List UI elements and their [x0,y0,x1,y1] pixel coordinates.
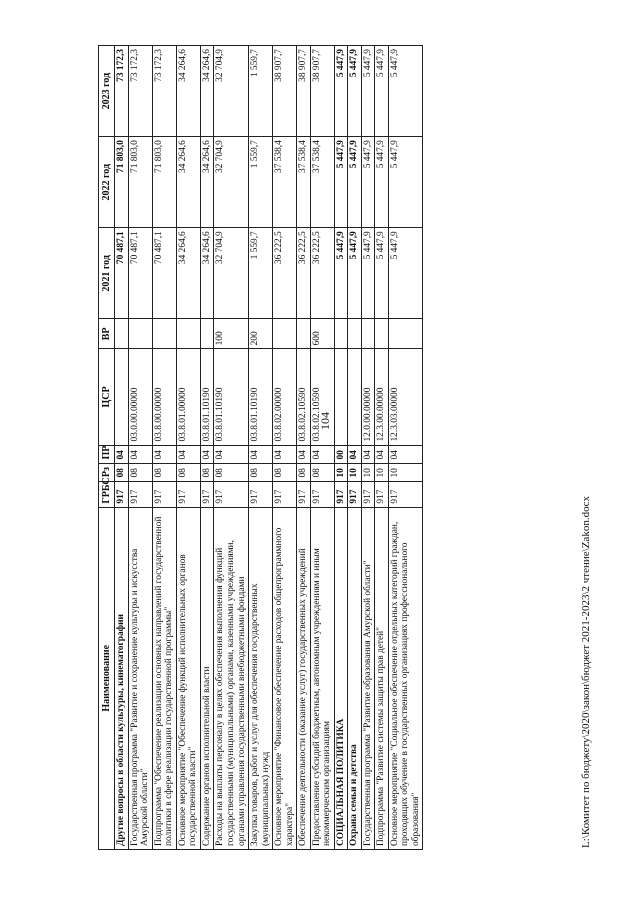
cell-2022: 5 447,9 [348,137,362,228]
cell-rz: 10 [375,463,389,481]
cell-2022: 37 538,4 [310,137,334,228]
cell-vr [128,319,152,349]
cell-name: Государственная программа "Развитие и сохранение культуры и искусства Амурской области" [128,507,152,849]
cell-2021: 36 222,5 [297,228,311,319]
cell-grbs: 917 [128,481,152,507]
cell-rz: 10 [348,463,362,481]
table-header-row [99,46,115,850]
cell-pr: 04 [249,445,273,463]
cell-pr: 04 [176,445,200,463]
budget-table [98,45,423,850]
cell-pr: 04 [388,445,423,463]
cell-pr: 04 [273,445,297,463]
cell-rz: 10 [388,463,423,481]
cell-csr [334,349,348,445]
table-row [128,46,152,850]
cell-pr: 04 [152,445,176,463]
cell-rz: 08 [249,463,273,481]
cell-csr: 03.8.00.00000 [152,349,176,445]
cell-name: Государственная программа "Развитие образования Амурской области" [361,507,375,849]
cell-grbs: 917 [348,481,362,507]
cell-grbs: 917 [152,481,176,507]
header-pr: ПР [99,445,115,463]
cell-name: Основное мероприятие "Финансовое обеспечение расходов общепрограммного характера" [273,507,297,849]
table-row [152,46,176,850]
table-row [388,46,423,850]
table-row [214,46,249,850]
table-row [375,46,389,850]
cell-name: Другие вопросы в области культуры, кинематографии [115,507,129,849]
cell-2021: 36 222,5 [273,228,297,319]
cell-name: Закупка товаров, работ и услуг для обеспечения государственных (муниципальных) нужд [249,507,273,849]
cell-grbs: 917 [214,481,249,507]
cell-name: СОЦИАЛЬНАЯ ПОЛИТИКА [334,507,348,849]
cell-grbs: 917 [297,481,311,507]
table-row [361,46,375,850]
cell-2023: 32 704,9 [214,46,249,137]
cell-pr: 04 [214,445,249,463]
cell-2022: 32 704,9 [214,137,249,228]
cell-pr: 04 [361,445,375,463]
cell-2022: 71 803,0 [115,137,129,228]
cell-2021: 36 222,5 [310,228,334,319]
cell-csr: 03.8.01.10190 [214,349,249,445]
cell-vr [388,319,423,349]
cell-vr: 600 [310,319,334,349]
cell-2023: 38 907,7 [310,46,334,137]
cell-pr: 00 [334,445,348,463]
cell-2022: 5 447,9 [388,137,423,228]
cell-2023: 73 172,3 [128,46,152,137]
cell-2023: 34 264,6 [200,46,214,137]
cell-2022: 34 264,6 [176,137,200,228]
cell-grbs: 917 [249,481,273,507]
cell-csr: 03.8.02.10590 [310,349,334,445]
cell-grbs: 917 [310,481,334,507]
cell-grbs: 917 [200,481,214,507]
cell-pr: 04 [297,445,311,463]
cell-csr: 12.3.03.00000 [388,349,423,445]
table-row [310,46,334,850]
cell-rz: 10 [361,463,375,481]
cell-name: Обеспечение деятельности (оказание услуг) государственных учреждений [297,507,311,849]
cell-pr: 04 [200,445,214,463]
table-row [334,46,348,850]
cell-vr [334,319,348,349]
cell-pr: 04 [310,445,334,463]
cell-2021: 5 447,9 [388,228,423,319]
cell-grbs: 917 [334,481,348,507]
table-row [297,46,311,850]
cell-2023: 5 447,9 [375,46,389,137]
cell-2023: 73 172,3 [115,46,129,137]
cell-grbs: 917 [361,481,375,507]
cell-csr: 12.0.00.00000 [361,349,375,445]
cell-csr: 03.0.00.00000 [128,349,152,445]
cell-2022: 71 803,0 [128,137,152,228]
cell-2022: 5 447,9 [375,137,389,228]
header-2022: 2022 год [99,137,115,228]
cell-rz: 08 [214,463,249,481]
footer-file-path: L:\Комитет по бюджету\2020\закон\бюджет 2021-2023\2 чтение\Zakon.docx [580,496,592,848]
cell-grbs: 917 [273,481,297,507]
cell-rz: 08 [310,463,334,481]
cell-2023: 5 447,9 [361,46,375,137]
cell-vr [297,319,311,349]
cell-2022: 34 264,6 [200,137,214,228]
cell-2022: 71 803,0 [152,137,176,228]
header-rz: Рз [99,463,115,481]
cell-name: Охрана семьи и детства [348,507,362,849]
cell-csr [348,349,362,445]
cell-2022: 1 559,7 [249,137,273,228]
cell-csr [115,349,129,445]
cell-2023: 34 264,6 [176,46,200,137]
cell-rz: 08 [200,463,214,481]
table-row [115,46,129,850]
cell-grbs: 917 [388,481,423,507]
cell-rz: 10 [334,463,348,481]
cell-2021: 5 447,9 [334,228,348,319]
cell-2021: 70 487,1 [128,228,152,319]
cell-name: Основное мероприятие "Социальное обеспечение отдельных категорий граждан, проходящих обучение в государственных организациях профессионального образования" [388,507,423,849]
cell-vr: 200 [249,319,273,349]
cell-pr: 04 [348,445,362,463]
cell-2021: 1 559,7 [249,228,273,319]
cell-vr [375,319,389,349]
cell-csr: 03.8.01.00000 [176,349,200,445]
cell-2022: 37 538,4 [297,137,311,228]
cell-name: Подпрограмма "Обеспечение реализации основных направлений государственной политики в сфере реализации государственной программы" [152,507,176,849]
cell-2022: 5 447,9 [361,137,375,228]
cell-rz: 08 [128,463,152,481]
rotated-page-content [98,45,520,850]
cell-vr [115,319,129,349]
cell-vr: 100 [214,319,249,349]
cell-csr: 03.8.02.00000 [273,349,297,445]
cell-2021: 70 487,1 [152,228,176,319]
cell-csr: 03.8.01.10190 [200,349,214,445]
cell-csr: 12.3.00.00000 [375,349,389,445]
cell-vr [200,319,214,349]
header-2021: 2021 год [99,228,115,319]
cell-pr: 04 [115,445,129,463]
cell-vr [361,319,375,349]
cell-2023: 38 907,7 [297,46,311,137]
page-number: 104 [318,412,332,430]
cell-rz: 08 [176,463,200,481]
cell-2021: 5 447,9 [375,228,389,319]
header-2023: 2023 год [99,46,115,137]
table-row [249,46,273,850]
cell-2021: 5 447,9 [348,228,362,319]
cell-grbs: 917 [176,481,200,507]
header-grbs: ГРБС [99,481,115,507]
cell-2023: 38 907,7 [273,46,297,137]
header-name: Наименование [99,507,115,849]
cell-rz: 08 [115,463,129,481]
header-vr: ВР [99,319,115,349]
cell-vr [273,319,297,349]
cell-vr [152,319,176,349]
cell-name: Основное мероприятие "Обеспечение функций исполнительных органов государственной власти" [176,507,200,849]
cell-name: Предоставление субсидий бюджетным, автономным учреждениям и иным некоммерческим организациям [310,507,334,849]
table-body [115,46,423,850]
table-row [348,46,362,850]
cell-grbs: 917 [115,481,129,507]
cell-pr: 04 [128,445,152,463]
cell-pr: 04 [375,445,389,463]
cell-vr [176,319,200,349]
cell-2022: 5 447,9 [334,137,348,228]
cell-csr: 03.8.02.10590 [297,349,311,445]
cell-2023: 5 447,9 [348,46,362,137]
cell-name: Расходы на выплаты персоналу в целях обеспечения выполнения функций государственными (муниципальными) органами, казенными учреждениями, органами управления государственными внебюджетными фондами [214,507,249,849]
cell-rz: 08 [273,463,297,481]
cell-rz: 08 [152,463,176,481]
cell-2023: 5 447,9 [334,46,348,137]
table-row [273,46,297,850]
cell-2023: 5 447,9 [388,46,423,137]
cell-2023: 73 172,3 [152,46,176,137]
cell-2021: 5 447,9 [361,228,375,319]
cell-name: Подпрограмма "Развитие системы защиты прав детей" [375,507,389,849]
header-csr: ЦСР [99,349,115,445]
cell-2021: 34 264,6 [176,228,200,319]
table-row [176,46,200,850]
cell-2022: 37 538,4 [273,137,297,228]
cell-name: Содержание органов исполнительной власти [200,507,214,849]
cell-csr: 03.8.01.10190 [249,349,273,445]
cell-2021: 32 704,9 [214,228,249,319]
cell-grbs: 917 [375,481,389,507]
table-row [200,46,214,850]
cell-2021: 70 487,1 [115,228,129,319]
cell-2021: 34 264,6 [200,228,214,319]
cell-2023: 1 559,7 [249,46,273,137]
cell-rz: 08 [297,463,311,481]
cell-vr [348,319,362,349]
